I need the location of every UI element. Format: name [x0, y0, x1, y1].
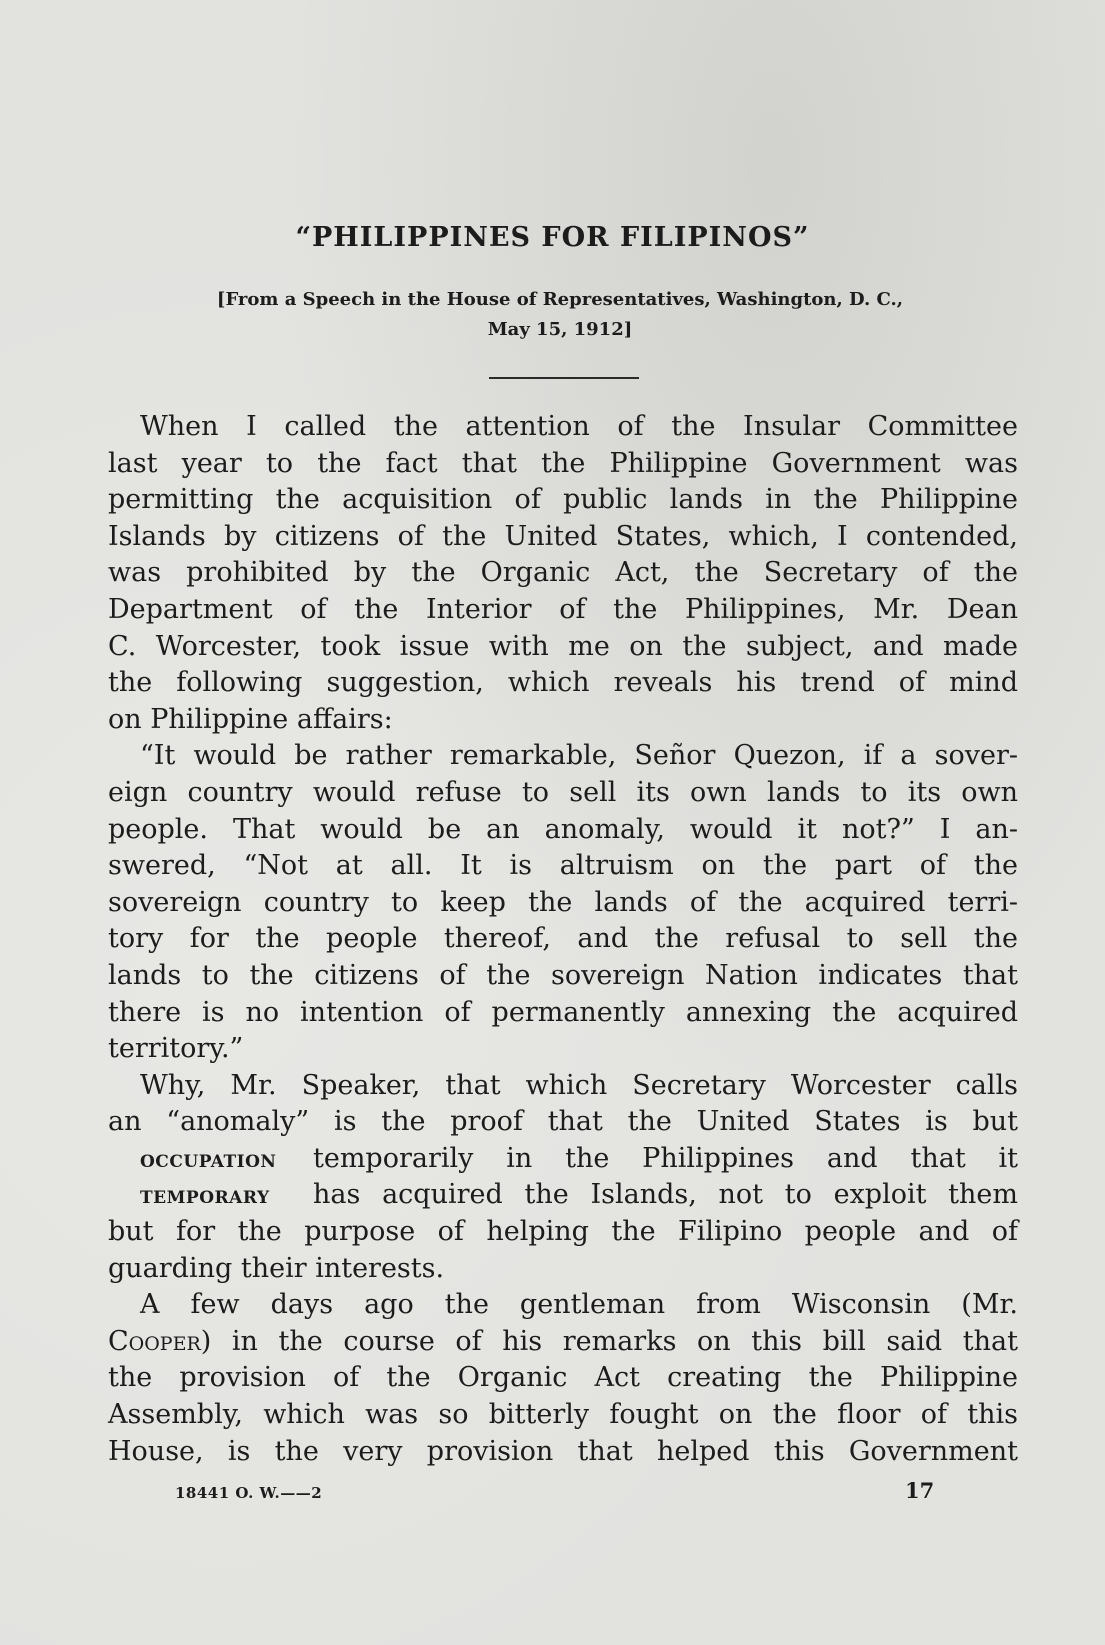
- body-line: sovereign country to keep the lands of the acquired terri-: [108, 886, 1018, 918]
- body-line: eign country would refuse to sell its own lands to its own: [108, 776, 1018, 808]
- body-line: A few days ago the gentleman from Wisconsin (Mr.: [140, 1289, 1018, 1321]
- source-line-1: [From a Speech in the House of Representatives, Washington, D. C.,: [216, 289, 904, 310]
- body-line: Department of the Interior of the Philippines, Mr. Dean: [108, 593, 1018, 625]
- body-line: swered, “Not at all. It is altruism on the part of the: [108, 850, 1018, 882]
- body-line: temporarily in the Philippines and that it: [313, 1142, 1018, 1174]
- body-line-with-margin-note: [108, 1141, 1018, 1178]
- name-cooper: Cooper: [108, 1325, 201, 1357]
- body-line: lands to the citizens of the sovereign Nation indicates that: [108, 959, 1018, 991]
- printing-signature: 18441 O. W.——2: [175, 1484, 323, 1502]
- speech-source: [110, 285, 1010, 345]
- body-line: House, is the very provision that helped this Government: [108, 1435, 1018, 1467]
- body-line: the following suggestion, which reveals his trend of mind: [108, 667, 1018, 699]
- source-line-2: May 15, 1912]: [487, 319, 633, 340]
- margin-note-temporary: TEMPORARY: [140, 1188, 270, 1209]
- page-number: 17: [905, 1478, 935, 1503]
- body-line: people. That would be an anomaly, would it not?” I an-: [108, 813, 1018, 845]
- body-line: Why, Mr. Speaker, that which Secretary Worcester calls: [140, 1069, 1018, 1101]
- body-line: When I called the attention of the Insular Committee: [140, 411, 1018, 442]
- body-line: was prohibited by the Organic Act, the Secretary of the: [108, 557, 1018, 589]
- separator-rule: [489, 377, 639, 379]
- page-title: “PHILIPPINES FOR FILIPINOS”: [295, 222, 810, 253]
- margin-note-occupation: OCCUPATION: [140, 1151, 277, 1172]
- body-line: permitting the acquisition of public lands in the Philippine: [108, 484, 1018, 516]
- body-line: guarding their interests.: [108, 1252, 445, 1284]
- body-line: but for the purpose of helping the Filipino people and of: [108, 1216, 1018, 1248]
- body-line: Islands by citizens of the United States, which, I contended,: [108, 520, 1018, 552]
- speech-body: [108, 409, 1018, 1470]
- body-line: C. Worcester, took issue with me on the subject, and made: [108, 630, 1018, 662]
- body-line: an “anomaly” is the proof that the United States is but: [108, 1106, 1018, 1138]
- body-line: there is no intention of permanently annexing the acquired: [108, 996, 1018, 1028]
- body-line: has acquired the Islands, not to exploit them: [313, 1179, 1018, 1211]
- body-line-with-margin-note: [108, 1177, 1018, 1214]
- body-line-rest: ) in the course of his remarks on this bill said that: [200, 1325, 1018, 1357]
- body-line: the provision of the Organic Act creating the Philippine: [108, 1362, 1018, 1394]
- body-line: last year to the fact that the Philippine Government was: [108, 447, 1018, 479]
- body-line: [108, 1324, 1018, 1361]
- body-line: “It would be rather remarkable, Señor Quezon, if a sover-: [140, 740, 1018, 772]
- body-line: on Philippine affairs:: [108, 703, 393, 735]
- body-line: territory.”: [108, 1033, 244, 1065]
- body-line: Assembly, which was so bitterly fought on the floor of this: [108, 1399, 1018, 1431]
- body-line: tory for the people thereof, and the refusal to sell the: [108, 923, 1018, 955]
